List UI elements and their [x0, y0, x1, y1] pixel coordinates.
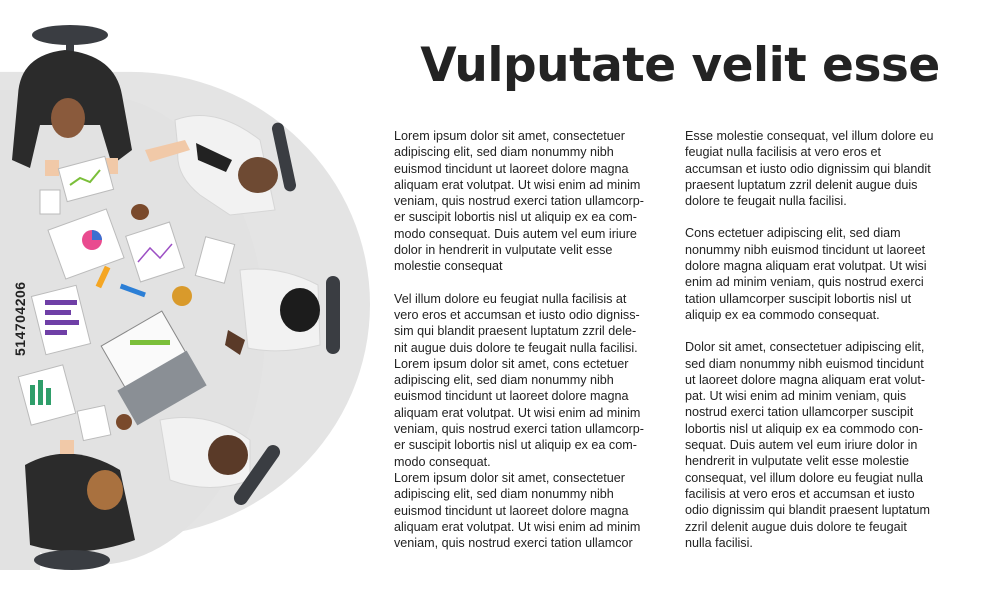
stock-image-id: 514704206	[12, 281, 28, 356]
meeting-illustration	[0, 0, 380, 598]
paragraph: Lorem ipsum dolor sit amet, consectetuer adipiscing elit, sed diam nonummy nibh euismod tincidunt ut laoreet dolore magna aliquam erat volutpat. Ut wisi enim ad minim veniam, quis nostrud exerci tation ullamcor	[394, 470, 641, 551]
text-column-left	[394, 128, 672, 551]
page-title: Vulputate velit esse	[420, 38, 940, 93]
paragraph: Lorem ipsum dolor sit amet, consectetuer adipiscing elit, sed diam nonummy nibh euismod tincidunt ut laoreet dolore magna aliquam erat volutpat. Ut wisi enim ad minim veniam, quis nostrud exerci tation ullamcorp- er suscipit lobortis nisl ut aliquip ex ea com- modo consequat. Duis autem vel eum iriure dolor in hendrerit in vulputate velit esse molestie consequat	[394, 129, 644, 274]
paragraph: Dolor sit amet, consectetuer adipiscing elit, sed diam nonummy nibh euismod tincidunt ut laoreet dolore magna aliquam erat volut- pat. Ut wisi enim ad minim veniam, quis nostrud exerci tation ullamcorper suscipit lobortis nisl ut aliquip ex ea commodo con- sequat. Duis autem vel eum iriure dolor in hendrerit in vulputate velit esse molestie consequat, vel illum dolore eu feugiat nulla facilisis at vero eros et accumsan et iusto odio dignissim qui blandit praesent luptatum zzril delenit augue duis dolore te feugait nulla facilisi.	[685, 340, 931, 550]
paragraph: Cons ectetuer adipiscing elit, sed diam nonummy nibh euismod tincidunt ut laoreet dolore magna aliquam erat volutpat. Ut wisi enim ad minim veniam, quis nostrud exerci tation ullamcorper suscipit lobortis nisl ut aliquip ex ea commodo consequat.	[685, 226, 927, 322]
paragraph: Vel illum dolore eu feugiat nulla facilisis at vero eros et accumsan et iusto odio digniss- sim qui blandit praesent luptatum zzril dele- nit augue duis dolore te feugait nulla facilisi. Lorem ipsum dolor sit amet, cons ectetuer adipiscing elit, sed diam nonummy nibh euismod tincidunt ut laoreet dolore magna aliquam erat volutpat. Ut wisi enim ad minim veniam, quis nostrud exerci tation ullamcorp- er suscipit lobortis nisl ut aliquip ex ea com- modo consequat.	[394, 291, 644, 469]
text-column-right	[685, 128, 963, 551]
paragraph: Esse molestie consequat, vel illum dolore eu feugiat nulla facilisis at vero eros et accumsan et iusto odio dignissim qui blandit praesent luptatum zzril delenit augue duis dolore te feugait nulla facilisi.	[685, 129, 934, 209]
